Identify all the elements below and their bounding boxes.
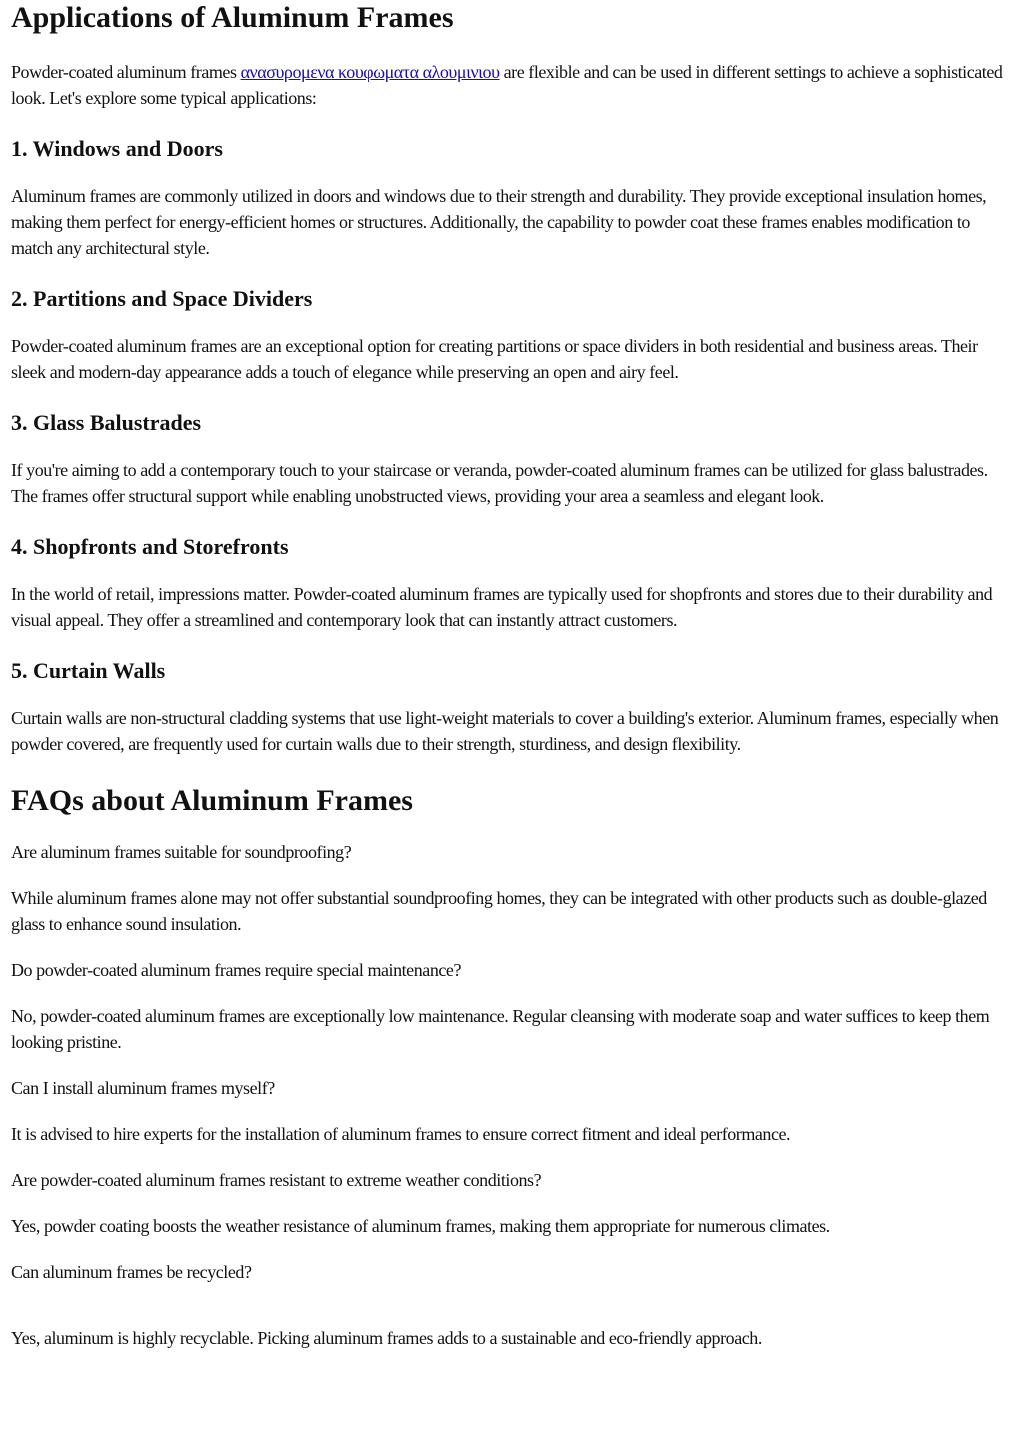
faq-question-recycled: Can aluminum frames be recycled? xyxy=(11,1262,252,1282)
faq-question-install: Can I install aluminum frames myself? xyxy=(11,1078,275,1098)
section-text-glass-balustrades: If you're aiming to add a contemporary touch to your staircase or veranda, powder-coated aluminum frames can be utilized for glass balustrades. The frames offer structural support while enabling unobstructed views, providing your area a seamless and elegant look. xyxy=(11,460,988,506)
intro-paragraph xyxy=(11,59,1004,111)
section-heading-windows-doors: 1. Windows and Doors xyxy=(11,136,223,161)
faq-question-soundproofing: Are aluminum frames suitable for soundproofing? xyxy=(11,842,352,862)
section-text-windows-doors: Aluminum frames are commonly utilized in doors and windows due to their strength and durability. They provide exceptional insulation homes, making them perfect for energy-efficient homes or structures. Additionally, the capability to powder coat these frames enables modification to match any architectural style. xyxy=(11,186,987,258)
faq-answer-maintenance: No, powder-coated aluminum frames are exceptionally low maintenance. Regular cleansing with moderate soap and water suffices to keep them looking pristine. xyxy=(11,1006,990,1052)
section-heading-partitions: 2. Partitions and Space Dividers xyxy=(11,286,313,311)
faq-answer-install: It is advised to hire experts for the installation of aluminum frames to ensure correct fitment and ideal performance. xyxy=(11,1124,791,1144)
faq-answer-recycled: Yes, aluminum is highly recyclable. Picking aluminum frames adds to a sustainable and eco-friendly approach. xyxy=(11,1328,762,1348)
section-heading-glass-balustrades: 3. Glass Balustrades xyxy=(11,410,202,435)
section-heading-shopfronts: 4. Shopfronts and Storefronts xyxy=(11,534,289,559)
intro-link[interactable]: ανασυρομενα κουφωματα αλουμινιου xyxy=(240,62,500,82)
faq-question-weather: Are powder-coated aluminum frames resistant to extreme weather conditions? xyxy=(11,1170,542,1190)
section-text-shopfronts: In the world of retail, impressions matter. Powder-coated aluminum frames are typically used for shopfronts and stores due to their durability and visual appeal. They offer a streamlined and contemporary look that can instantly attract customers. xyxy=(11,584,993,630)
section-text-partitions: Powder-coated aluminum frames are an exceptional option for creating partitions or space dividers in both residential and business areas. Their sleek and modern-day appearance adds a touch of elegance while preserving an open and airy feel. xyxy=(11,336,978,382)
faq-answer-soundproofing: While aluminum frames alone may not offer substantial soundproofing homes, they can be integrated with other products such as double-glazed glass to enhance sound insulation. xyxy=(11,888,987,934)
page-title: Applications of Aluminum Frames xyxy=(11,1,454,34)
section-text-curtain-walls: Curtain walls are non-structural cladding systems that use light-weight materials to cover a building's exterior. Aluminum frames, especially when powder covered, are frequently used for curtain walls due to their strength, sturdiness, and design flexibility. xyxy=(11,708,999,754)
section-heading-curtain-walls: 5. Curtain Walls xyxy=(11,658,166,683)
intro-text-before: Powder-coated aluminum frames xyxy=(11,62,241,82)
intro-text-after: are flexible and can be used in different settings to achieve a sophisticated look. Let's explore some typical applications: xyxy=(11,62,1003,108)
faq-title: FAQs about Aluminum Frames xyxy=(11,784,413,817)
faq-question-maintenance: Do powder-coated aluminum frames require special maintenance? xyxy=(11,960,461,980)
faq-answer-weather: Yes, powder coating boosts the weather resistance of aluminum frames, making them appropriate for numerous climates. xyxy=(11,1216,830,1236)
